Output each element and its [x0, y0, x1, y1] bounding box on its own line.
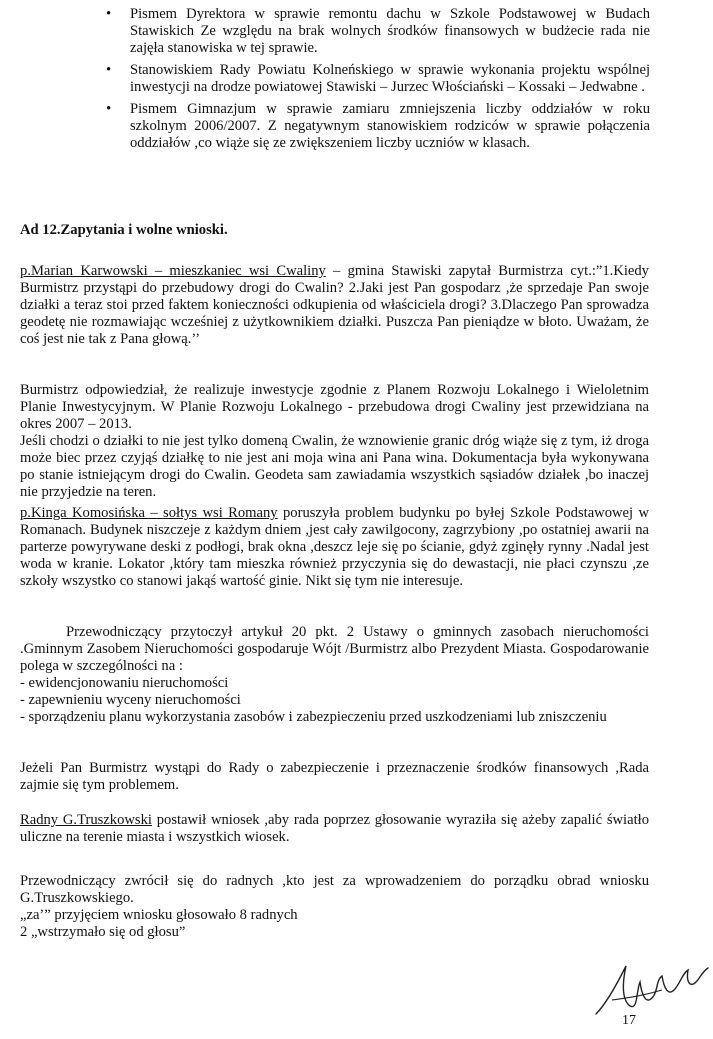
paragraph-text: – gmina Stawiski zapytał Burmistrza cyt.:”1.Kiedy Burmistrz przystąpi do przebudowy drogi do Cwalin? 2.Jaki jest Pan gospodarz ,że sprzedaje Pan swoje działki a teraz stoi przed faktem konieczności odkupienia od właściciela drogi? 3.Dlaczego Pan sprowadza geodetę nie rozmawiając wcześniej z użytkownikiem działki. Puszcza Pan pieniądze w błoto. Uważam, że coś jest nie tak z Pana głową.’’ — [20, 263, 649, 347]
paragraph-text: poruszyła problem budynku po byłej Szkole Podstawowej w Romanach. Budynek niszczeje z każdym dniem ,jest cały zawilgocony, zagrzybiony ,po ostatniej awarii na parterze powyrywane deski z podłogi, brak okna ,deszcz leje się po ścianie, gdyż zginęły rynny .Nadal jest woda w kranie. Lokator ,który tam mieszka również przyczynia się do dewastacji, nie płaci czynszu ,ze szkoły wszystko co stanowi jakąś wartość ginie. Nikt się tym nie interesuje. — [20, 505, 650, 589]
dash-item: - sporządzeniu planu wykorzystania zasobów i zabezpieczeniu przed uszkodzeniami lub zniszczeniu — [20, 709, 607, 725]
dash-item: - ewidencjonowaniu nieruchomości — [20, 675, 229, 691]
signature-image — [592, 960, 712, 1020]
paragraph-jezeli: Jeżeli Pan Burmistrz wystąpi do Rady o zabezpieczenie i przeznaczenie środków finansowych ,Rada zajmie się tym problemem. — [20, 760, 649, 793]
dash-list — [20, 675, 649, 726]
bullet-item: • Pismem Gimnazjum w sprawie zamiaru zmniejszenia liczby oddziałów w roku szkolnym 2006/2007. Z negatywnym stanowiskiem rodziców w sprawie połączenia oddziałów ,co wiąże się ze zwiększeniem liczby uczniów w klasach. — [130, 101, 650, 152]
paragraph-karwowski — [20, 263, 649, 348]
section-heading: Ad 12.Zapytania i wolne wnioski. — [20, 222, 228, 238]
page-number: 17 — [622, 1013, 636, 1028]
paragraph-przewodniczacy: Przewodniczący przytoczył artykuł 20 pkt. 2 Ustawy o gminnych zasobach nieruchomości .Gminnym Zasobem Nieruchomości gospodaruje Wójt /Burmistrz albo Prezydent Miasta. Gospodarowanie polega w szczególności na : — [20, 624, 649, 674]
paragraph-burmistrz-dzialki: Jeśli chodzi o działki to nie jest tylko domeną Cwalin, że wznowienie granic dróg wiąże się z tym, iż droga może biec przez czyjąś działkę to nie jest ani moja wina ani Pana wina. Dokumentacja była wykonywana po stanie istniejącym drogi do Cwalin. Geodeta sam zawiadamia wszystkich sąsiadów działek ,bo inaczej nie przyjedzie na teren. — [20, 433, 649, 500]
vote-result — [20, 907, 649, 941]
vote-wstrzymalo: 2 „wstrzymało się od głosu” — [20, 924, 186, 940]
paragraph-komosinska — [20, 505, 649, 590]
bullet-item: • Stanowiskiem Rady Powiatu Kolneńskiego w sprawie wykonania projektu wspólnej inwestycji na drodze powiatowej Stawiski – Jurzec Włościański – Kossaki – Jedwabne . — [130, 62, 650, 96]
speaker-name: p.Marian Karwowski – mieszkaniec wsi Cwaliny — [20, 263, 326, 279]
dash-item: - zapewnieniu wyceny nieruchomości — [20, 692, 241, 708]
paragraph-truszkowski — [20, 812, 649, 846]
bullet-item: • Pismem Dyrektora w sprawie remontu dachu w Szkole Podstawowej w Budach Stawiskich Ze względu na brak wolnych środków finansowych w budżecie rada nie zajęła stanowiska w tej sprawie. — [130, 6, 650, 57]
paragraph-text: postawił wniosek ,aby rada poprzez głosowanie wyraziła się ażeby zapalić światło uliczne na terenie miasta i wszystkich wiosek. — [20, 812, 649, 845]
bullet-list — [130, 6, 650, 157]
vote-za: „za’” przyjęciem wniosku głosowało 8 radnych — [20, 907, 298, 923]
speaker-name: Radny G.Truszkowski — [20, 812, 152, 828]
speaker-name: p.Kinga Komosińska – sołtys wsi Romany — [20, 505, 278, 521]
paragraph-burmistrz-reply: Burmistrz odpowiedział, że realizuje inwestycje zgodnie z Planem Rozwoju Lokalnego i Wieloletnim Planie Inwestycyjnym. W Planie Rozwoju Lokalnego - przebudowa drogi Cwaliny jest przewidziana na okres 2007 – 2013. — [20, 382, 649, 432]
paragraph-zwrocil: Przewodniczący zwrócił się do radnych ,kto jest za wprowadzeniem do porządku obrad wniosku G.Truszkowskiego. — [20, 873, 649, 906]
